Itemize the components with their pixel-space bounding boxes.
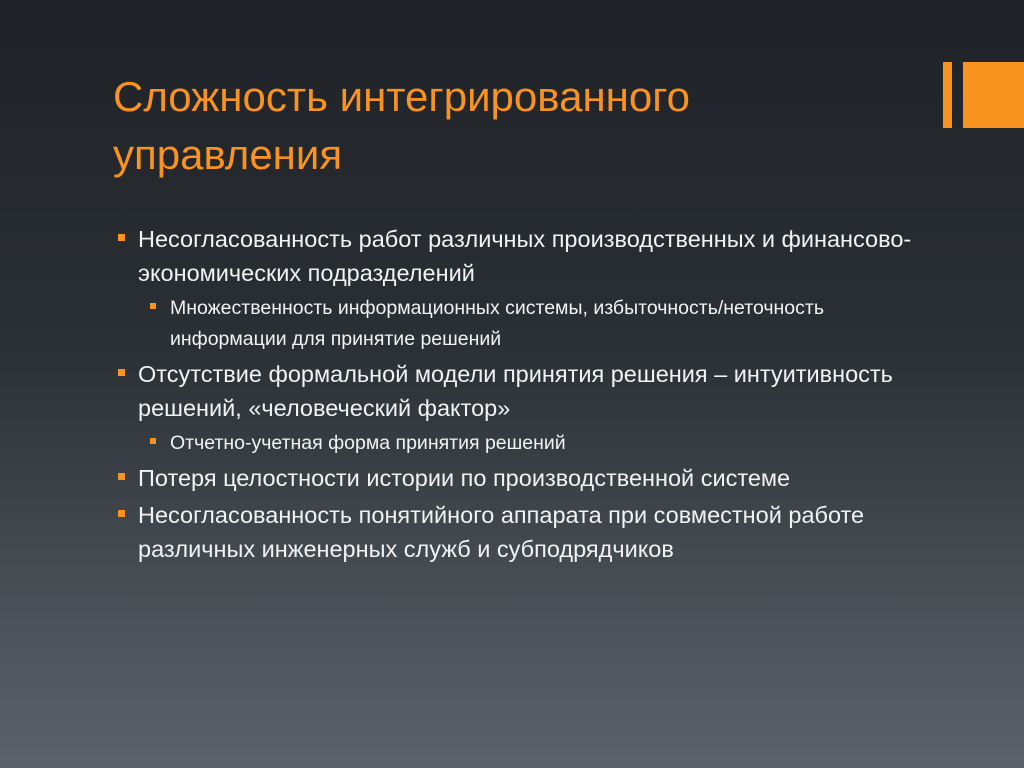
bullet-item [116, 498, 916, 566]
bullet-item [116, 461, 916, 495]
bullet-item [116, 222, 916, 290]
title-accent-thick-bar [963, 62, 1024, 128]
bullet-text: Отсутствие формальной модели принятия решения – интуитивность решений, «человеческий фактор» [138, 361, 893, 421]
square-bullet-icon [118, 473, 125, 480]
square-bullet-icon [118, 510, 125, 517]
sub-bullet-text: Отчетно-учетная форма принятия решений [170, 432, 566, 454]
sub-bullet-item [116, 428, 916, 459]
slide-title: Сложность интегрированного управления [113, 73, 690, 178]
bullet-text: Несогласованность понятийного аппарата при совместной работе различных инженерных служб и субподрядчиков [138, 502, 865, 562]
sub-bullet-text: Множественность информационных системы, избыточность/неточность информации для принятие решений [170, 297, 824, 350]
bullet-item [116, 357, 916, 425]
square-bullet-icon [118, 369, 125, 376]
bullet-text: Потеря целостности истории по производственной системе [138, 465, 791, 491]
square-bullet-icon [150, 303, 156, 309]
bullet-list [116, 222, 916, 569]
title-accent-thin-bar [943, 62, 952, 128]
bullet-text: Несогласованность работ различных производственных и финансово-экономических подразделений [138, 226, 912, 286]
square-bullet-icon [150, 438, 156, 444]
square-bullet-icon [118, 234, 125, 241]
sub-bullet-item [116, 293, 916, 355]
